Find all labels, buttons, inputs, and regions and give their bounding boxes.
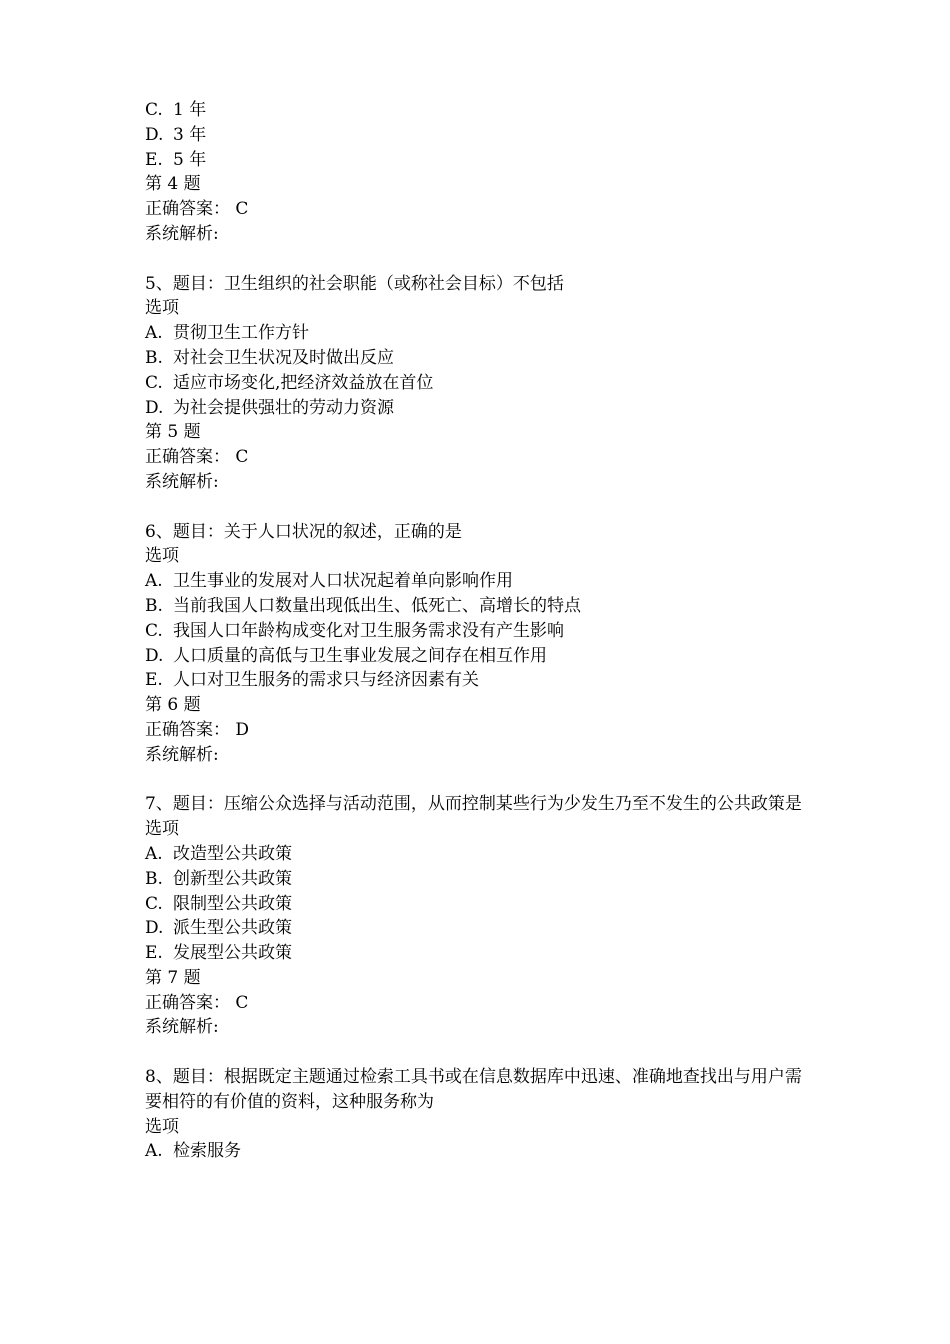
spacer (145, 247, 825, 272)
question-number: 第 6 题 (145, 695, 201, 716)
question-number: 第 4 题 (145, 174, 201, 195)
option-d: D. 3 年 (145, 124, 207, 145)
question-title: 6、题目：关于人口状况的叙述，正确的是 (145, 521, 462, 542)
option-a: A. 卫生事业的发展对人口状况起着单向影响作用 (145, 571, 513, 592)
option-c: C. 1 年 (145, 100, 207, 120)
question-block-6 (145, 520, 825, 768)
option-c: C. 限制型公共政策 (145, 893, 292, 914)
question-block-4 (145, 98, 825, 247)
correct-answer: 正确答案： C (145, 992, 249, 1013)
option-b: B. 对社会卫生状况及时做出反应 (145, 347, 394, 368)
option-d: D. 派生型公共政策 (145, 918, 292, 939)
system-analysis: 系统解析: (145, 1017, 219, 1038)
option-c: C. 适应市场变化,把经济效益放在首位 (145, 372, 434, 393)
option-c: C. 我国人口年龄构成变化对卫生服务需求没有产生影响 (145, 620, 564, 641)
question-block-5 (145, 272, 825, 495)
option-e: E. 5 年 (145, 149, 207, 170)
option-b: B. 当前我国人口数量出现低出生、低死亡、高增长的特点 (145, 595, 581, 616)
system-analysis: 系统解析: (145, 744, 219, 765)
spacer (145, 768, 825, 793)
question-title: 8、题目：根据既定主题通过检索工具书或在信息数据库中迅速、准确地查找出与用户需要相符的有价值的资料，这种服务称为 (145, 1067, 802, 1112)
system-analysis: 系统解析: (145, 223, 219, 244)
option-a: A. 检索服务 (145, 1141, 241, 1162)
option-e: E. 人口对卫生服务的需求只与经济因素有关 (145, 670, 479, 691)
option-d: D. 人口质量的高低与卫生事业发展之间存在相互作用 (145, 645, 547, 666)
option-e: E. 发展型公共政策 (145, 943, 292, 964)
options-label: 选项 (145, 546, 179, 567)
question-title: 5、题目：卫生组织的社会职能（或称社会目标）不包括 (145, 273, 564, 294)
question-number: 第 5 题 (145, 422, 201, 443)
options-label: 选项 (145, 1116, 179, 1137)
question-block-8 (145, 1065, 825, 1164)
option-a: A. 贯彻卫生工作方针 (145, 323, 309, 344)
option-a: A. 改造型公共政策 (145, 843, 292, 864)
correct-answer: 正确答案： C (145, 199, 249, 220)
options-label: 选项 (145, 298, 179, 319)
options-label: 选项 (145, 819, 179, 840)
spacer (145, 495, 825, 520)
correct-answer: 正确答案： C (145, 447, 249, 468)
question-title: 7、题目：压缩公众选择与活动范围，从而控制某些行为少发生乃至不发生的公共政策是 (145, 794, 802, 815)
option-b: B. 创新型公共政策 (145, 868, 292, 889)
correct-answer: 正确答案： D (145, 719, 250, 740)
question-block-7 (145, 792, 825, 1040)
system-analysis: 系统解析: (145, 471, 219, 492)
document-page (145, 98, 825, 1164)
option-d: D. 为社会提供强壮的劳动力资源 (145, 397, 394, 418)
question-number: 第 7 题 (145, 967, 201, 988)
spacer (145, 1040, 825, 1065)
